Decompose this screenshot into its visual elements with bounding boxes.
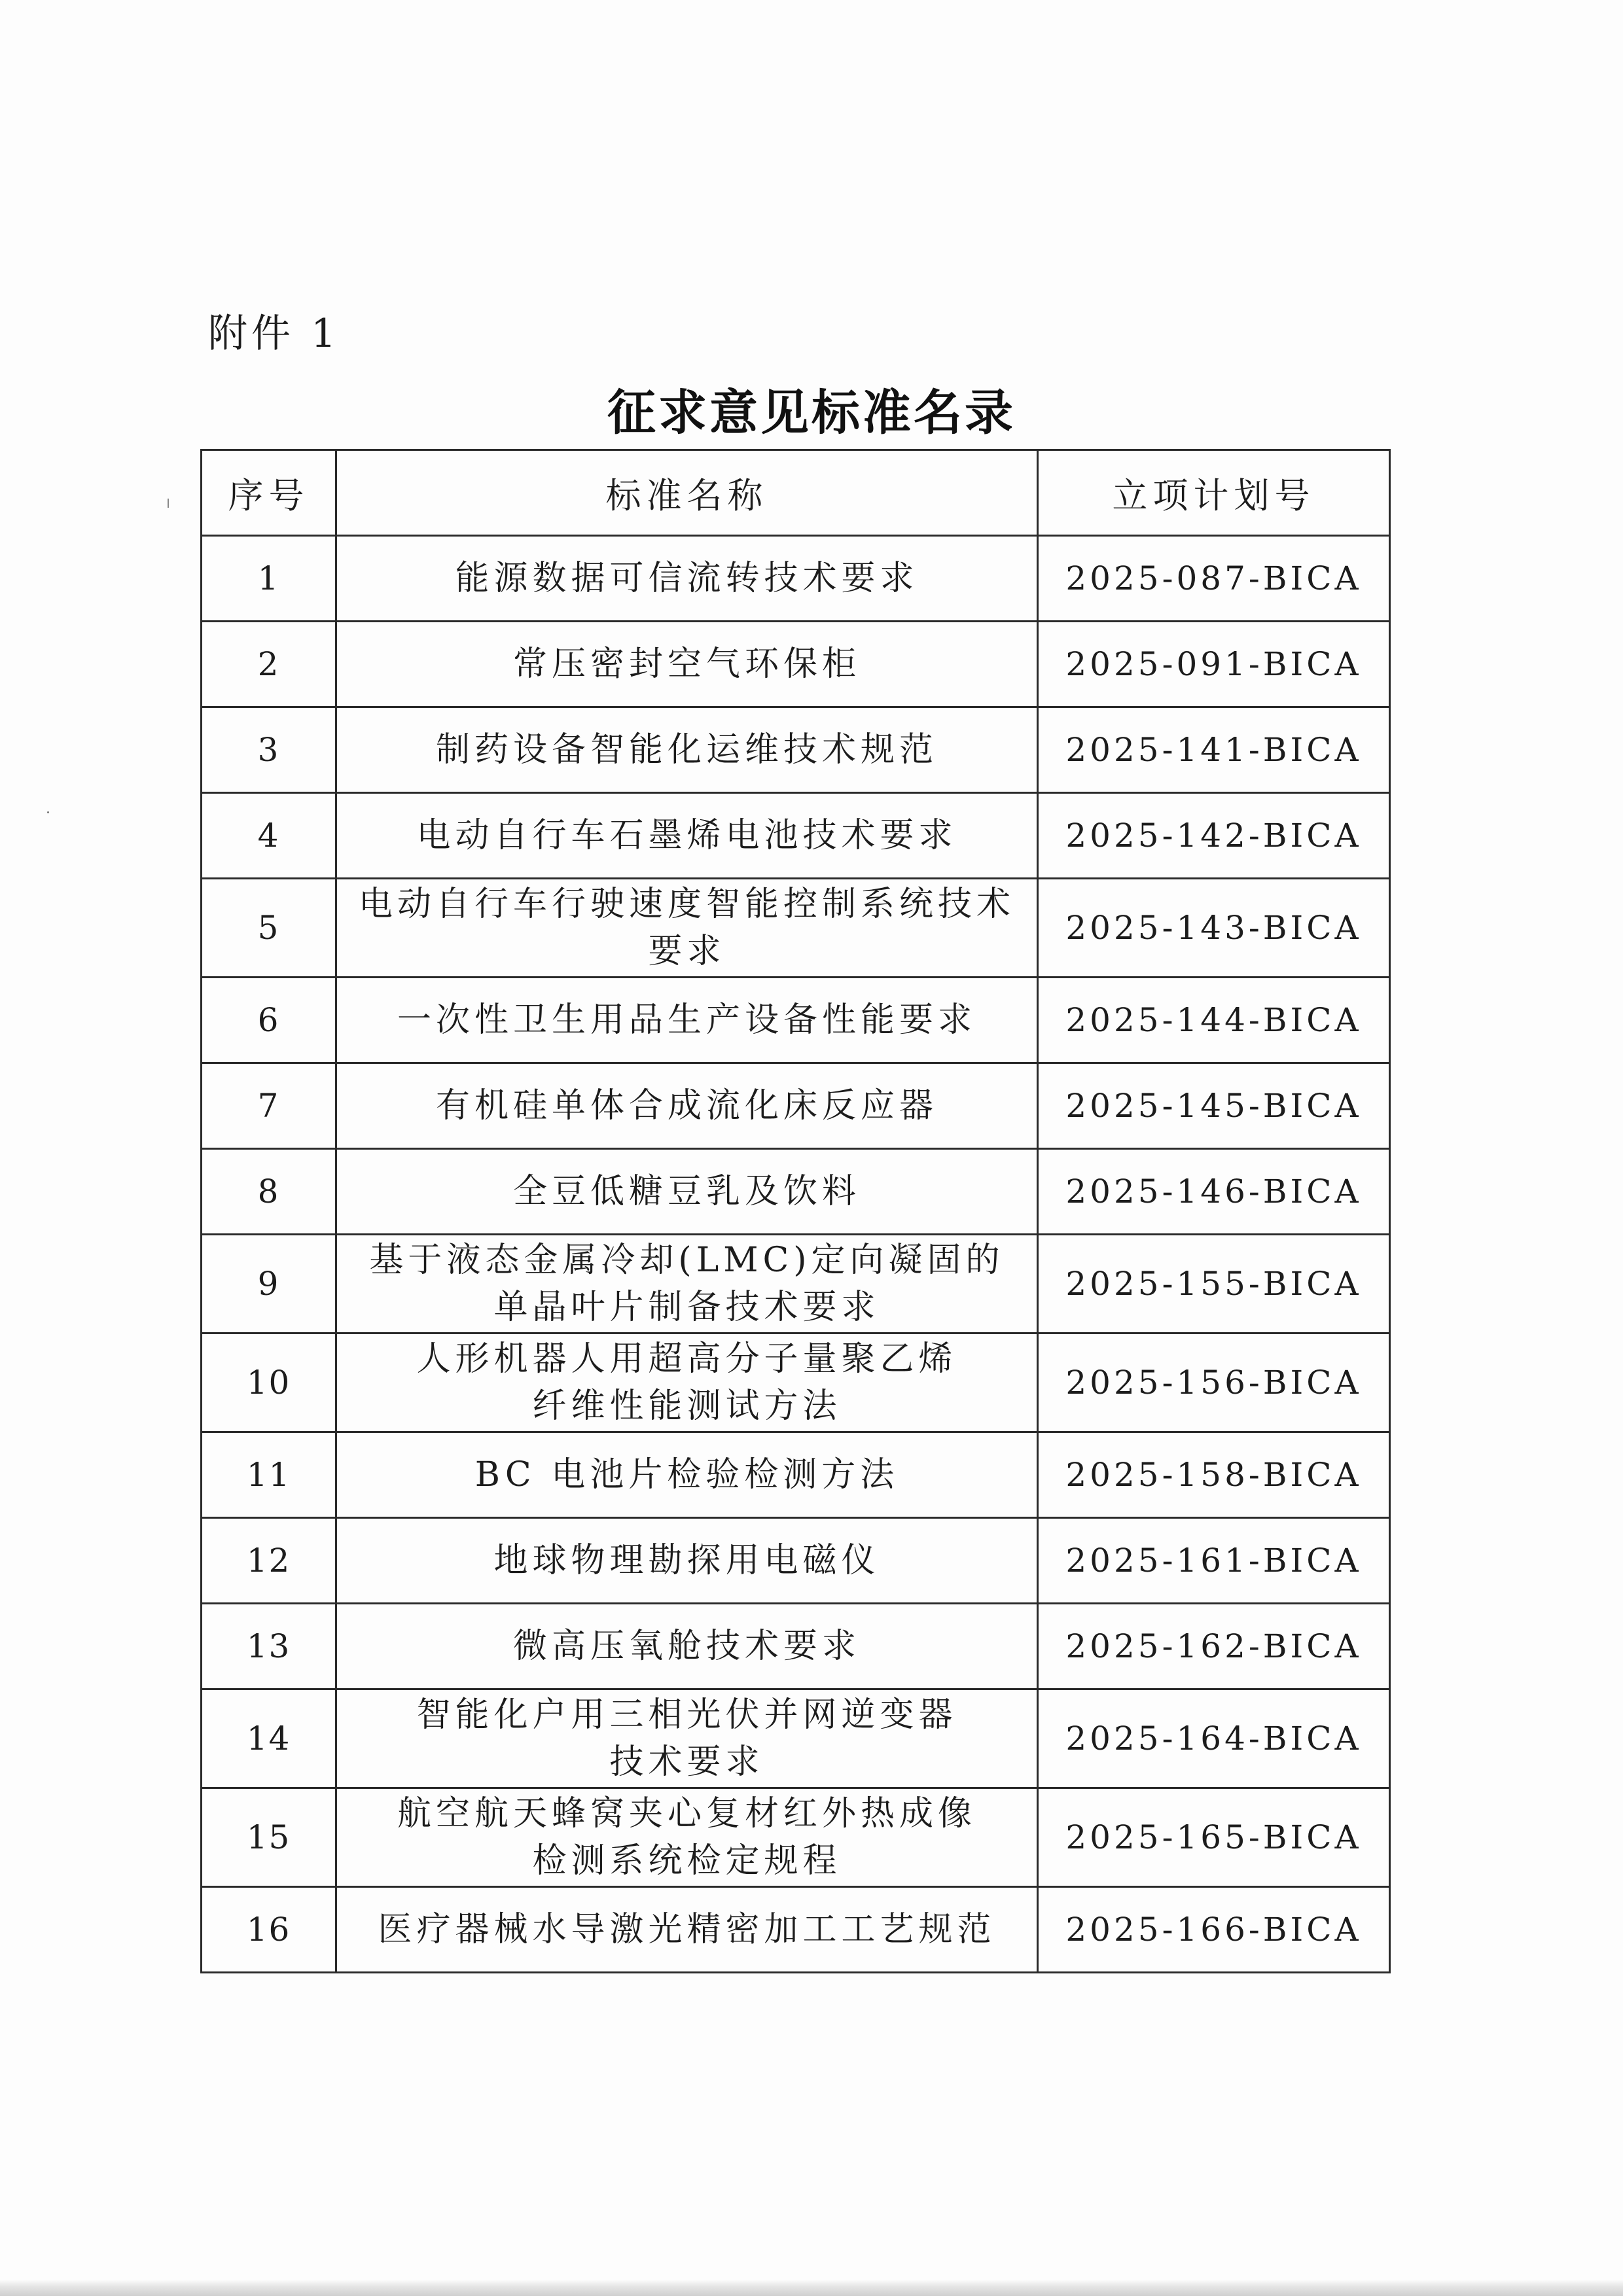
standard-name-line: 有机硅单体合成流化床反应器	[435, 1086, 938, 1125]
table-row	[202, 793, 1390, 879]
row-standard-name	[336, 1689, 1038, 1788]
row-index: 14	[202, 1689, 336, 1788]
row-plan-number: 2025-141-BICA	[1038, 707, 1390, 793]
row-index: 3	[202, 707, 336, 793]
row-standard-name	[336, 879, 1038, 978]
row-standard-name	[336, 1235, 1038, 1333]
table-row	[202, 1149, 1390, 1235]
standard-name-line: BC 电池片检验检测方法	[474, 1455, 899, 1494]
row-standard-name	[336, 1432, 1038, 1518]
standard-name-line: 人形机器人用超高分子量聚乙烯	[416, 1339, 957, 1379]
standard-name-line: 微高压氧舱技术要求	[512, 1627, 861, 1666]
table-row	[202, 1518, 1390, 1604]
table-row	[202, 1887, 1390, 1973]
row-plan-number: 2025-155-BICA	[1038, 1235, 1390, 1333]
document-title: 征求意见标准名录	[607, 385, 1016, 441]
table-row	[202, 1063, 1390, 1149]
row-plan-number: 2025-142-BICA	[1038, 793, 1390, 879]
row-index: 1	[202, 536, 336, 622]
row-plan-number: 2025-156-BICA	[1038, 1333, 1390, 1432]
table-row	[202, 707, 1390, 793]
row-index: 13	[202, 1604, 336, 1689]
row-plan-number: 2025-165-BICA	[1038, 1788, 1390, 1887]
table-row	[202, 978, 1390, 1063]
standard-name-line: 要求	[648, 932, 726, 971]
table-row	[202, 1604, 1390, 1689]
row-index: 5	[202, 879, 336, 978]
standard-name-line: 检测系统检定规程	[532, 1841, 842, 1881]
header-index: 序号	[202, 450, 336, 536]
row-standard-name	[336, 622, 1038, 707]
row-standard-name	[336, 1604, 1038, 1689]
row-index: 2	[202, 622, 336, 707]
table-row	[202, 536, 1390, 622]
scan-margin-mark	[168, 499, 169, 508]
standard-name-line: 制药设备智能化运维技术规范	[435, 730, 938, 769]
standard-name-line: 单晶叶片制备技术要求	[493, 1288, 880, 1327]
table-row	[202, 879, 1390, 978]
standard-name-line: 一次性卫生用品生产设备性能要求	[397, 1000, 976, 1040]
row-plan-number: 2025-161-BICA	[1038, 1518, 1390, 1604]
standard-name-line: 地球物理勘探用电磁仪	[493, 1541, 880, 1580]
table-row	[202, 1689, 1390, 1788]
standard-name-line: 技术要求	[609, 1742, 764, 1782]
row-standard-name	[336, 1149, 1038, 1235]
standard-name-line: 基于液态金属冷却(LMC)定向凝固的	[369, 1241, 1005, 1280]
row-standard-name	[336, 1333, 1038, 1432]
row-index: 15	[202, 1788, 336, 1887]
standard-name-line: 纤维性能测试方法	[532, 1386, 842, 1426]
row-plan-number: 2025-162-BICA	[1038, 1604, 1390, 1689]
standards-table	[200, 449, 1391, 1973]
table-row	[202, 1432, 1390, 1518]
row-index: 7	[202, 1063, 336, 1149]
row-index: 10	[202, 1333, 336, 1432]
row-standard-name	[336, 536, 1038, 622]
row-standard-name	[336, 1788, 1038, 1887]
standard-name-line: 航空航天蜂窝夹心复材红外热成像	[397, 1794, 976, 1833]
row-plan-number: 2025-145-BICA	[1038, 1063, 1390, 1149]
table-row	[202, 1788, 1390, 1887]
row-index: 6	[202, 978, 336, 1063]
row-plan-number: 2025-164-BICA	[1038, 1689, 1390, 1788]
scan-bottom-edge	[0, 2280, 1623, 2296]
row-index: 12	[202, 1518, 336, 1604]
table-row	[202, 1333, 1390, 1432]
attachment-label: 附件 1	[208, 311, 340, 357]
header-standard-name: 标准名称	[336, 450, 1038, 536]
row-standard-name	[336, 1518, 1038, 1604]
scan-speck	[47, 811, 49, 813]
row-standard-name	[336, 793, 1038, 879]
row-standard-name	[336, 978, 1038, 1063]
standard-name-line: 医疗器械水导激光精密加工工艺规范	[378, 1910, 996, 1949]
row-standard-name	[336, 1063, 1038, 1149]
row-index: 11	[202, 1432, 336, 1518]
standard-name-line: 电动自行车行驶速度智能控制系统技术	[358, 885, 1015, 924]
standard-name-line: 智能化户用三相光伏并网逆变器	[416, 1695, 957, 1735]
row-index: 9	[202, 1235, 336, 1333]
header-plan-number: 立项计划号	[1038, 450, 1390, 536]
row-standard-name	[336, 1887, 1038, 1973]
row-plan-number: 2025-146-BICA	[1038, 1149, 1390, 1235]
row-plan-number: 2025-166-BICA	[1038, 1887, 1390, 1973]
row-plan-number: 2025-158-BICA	[1038, 1432, 1390, 1518]
table-row	[202, 1235, 1390, 1333]
row-index: 16	[202, 1887, 336, 1973]
row-index: 8	[202, 1149, 336, 1235]
standard-name-line: 电动自行车石墨烯电池技术要求	[416, 816, 957, 855]
row-plan-number: 2025-091-BICA	[1038, 622, 1390, 707]
standard-name-line: 能源数据可信流转技术要求	[455, 559, 919, 598]
standard-name-line: 常压密封空气环保柜	[512, 645, 861, 684]
standard-name-line: 全豆低糖豆乳及饮料	[512, 1172, 861, 1211]
row-plan-number: 2025-087-BICA	[1038, 536, 1390, 622]
row-standard-name	[336, 707, 1038, 793]
table-header-row	[202, 450, 1390, 536]
table-row	[202, 622, 1390, 707]
row-index: 4	[202, 793, 336, 879]
table-body	[202, 536, 1390, 1973]
row-plan-number: 2025-144-BICA	[1038, 978, 1390, 1063]
row-plan-number: 2025-143-BICA	[1038, 879, 1390, 978]
